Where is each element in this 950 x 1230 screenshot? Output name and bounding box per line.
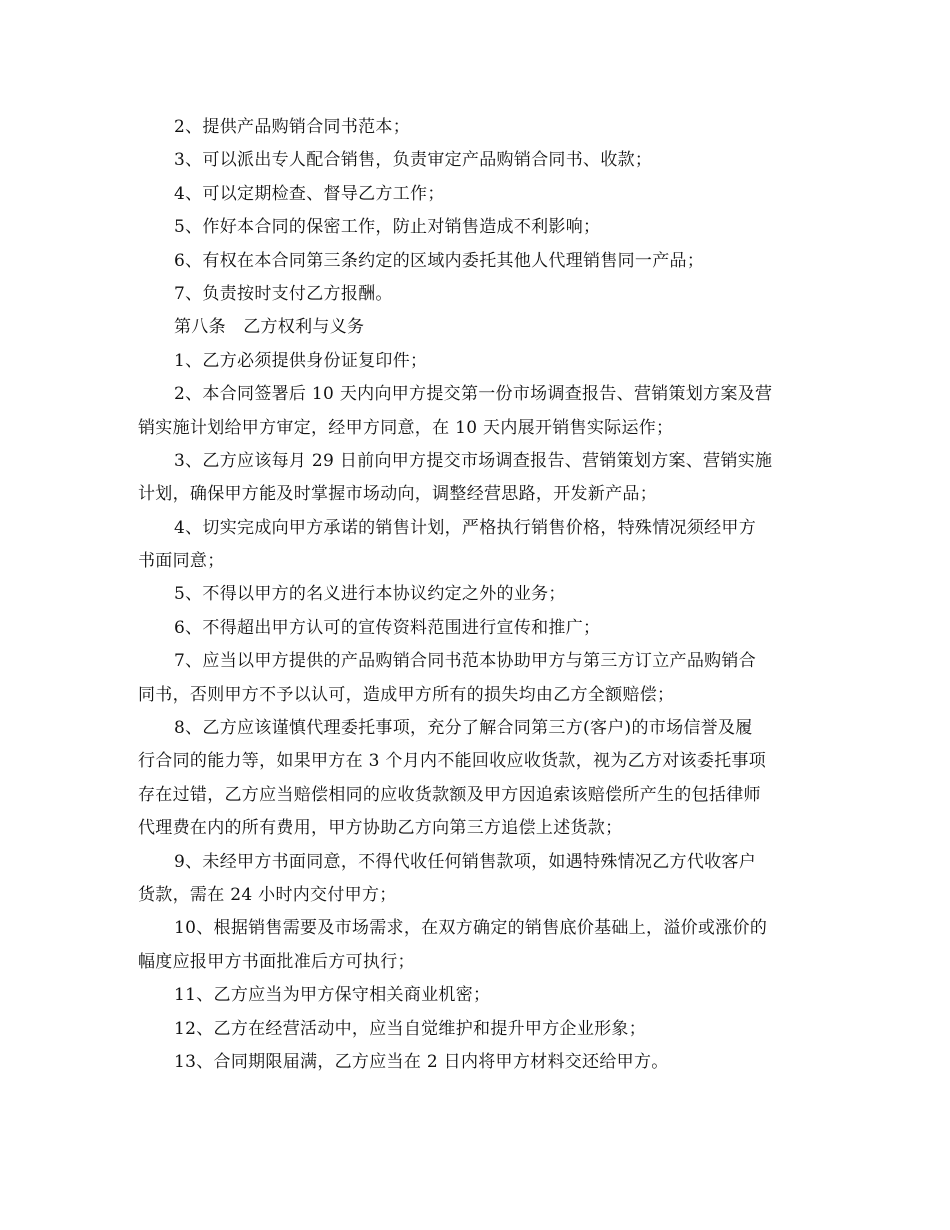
document-line: 5、不得以甲方的名义进行本协议约定之外的业务；: [174, 584, 566, 605]
document-line: 9、未经甲方书面同意，不得代收任何销售款项，如遇特殊情况乙方代收客户: [174, 851, 757, 872]
document-line: 3、乙方应该每月 29 日前向甲方提交市场调查报告、营销策划方案、营销实施: [174, 450, 773, 471]
document-line: 书面同意；: [138, 551, 225, 572]
document-line: 2、本合同签署后 10 天内向甲方提交第一份市场调查报告、营销策划方案及营: [174, 384, 773, 405]
document-line: 第八条 乙方权利与义务: [174, 317, 365, 338]
document-line: 2、提供产品购销合同书范本；: [174, 117, 411, 137]
document-line: 销实施计划给甲方审定，经甲方同意，在 10 天内展开销售实际运作；: [138, 417, 674, 438]
document-line: 13、合同期限届满，乙方应当在 2 日内将甲方材料交还给甲方。: [174, 1051, 669, 1072]
document-line: 货款，需在 24 小时内交付甲方；: [138, 884, 397, 905]
document-line: 幅度应报甲方书面批准后方可执行；: [138, 951, 415, 972]
document-line: 3、可以派出专人配合销售，负责审定产品购销合同书、收款；: [174, 150, 653, 171]
document-line: 行合同的能力等，如果甲方在 3 个月内不能回收应收货款，视为乙方对该委托事项: [138, 751, 767, 772]
document-line: 5、作好本合同的保密工作，防止对销售造成不利影响；: [174, 217, 601, 238]
document-line: 4、可以定期检查、督导乙方工作；: [174, 183, 445, 204]
document-line: 12、乙方在经营活动中，应当自觉维护和提升甲方企业形象；: [174, 1018, 647, 1039]
document-line: 存在过错，乙方应当赔偿相同的应收货款额及甲方因追索该赔偿所产生的包括律师: [138, 784, 761, 805]
document-line: 6、不得超出甲方认可的宣传资料范围进行宣传和推广；: [174, 617, 601, 638]
document-line: 7、负责按时支付乙方报酬。: [174, 283, 393, 304]
document-body: [138, 111, 818, 1079]
document-line: 同书，否则甲方不予以认可，造成甲方所有的损失均由乙方全额赔偿；: [138, 684, 675, 705]
document-line: 4、切实完成向甲方承诺的销售计划，严格执行销售价格，特殊情况须经甲方: [174, 517, 757, 538]
document-line: 6、有权在本合同第三条约定的区域内委托其他人代理销售同一产品；: [174, 250, 705, 271]
document-line: 计划，确保甲方能及时掌握市场动向，调整经营思路，开发新产品；: [138, 484, 657, 505]
document-line: 7、应当以甲方提供的产品购销合同书范本协助甲方与第三方订立产品购销合: [174, 651, 757, 672]
document-line: 1、乙方必须提供身份证复印件；: [174, 350, 428, 371]
document-line: 10、根据销售需要及市场需求，在双方确定的销售底价基础上，溢价或涨价的: [174, 918, 768, 939]
document-line: 11、乙方应当为甲方保守相关商业机密；: [174, 985, 491, 1006]
document-line: 8、乙方应该谨慎代理委托事项，充分了解合同第三方(客户)的市场信誉及履: [174, 718, 753, 739]
document-line: 代理费在内的所有费用，甲方协助乙方向第三方追偿上述货款；: [138, 818, 623, 839]
